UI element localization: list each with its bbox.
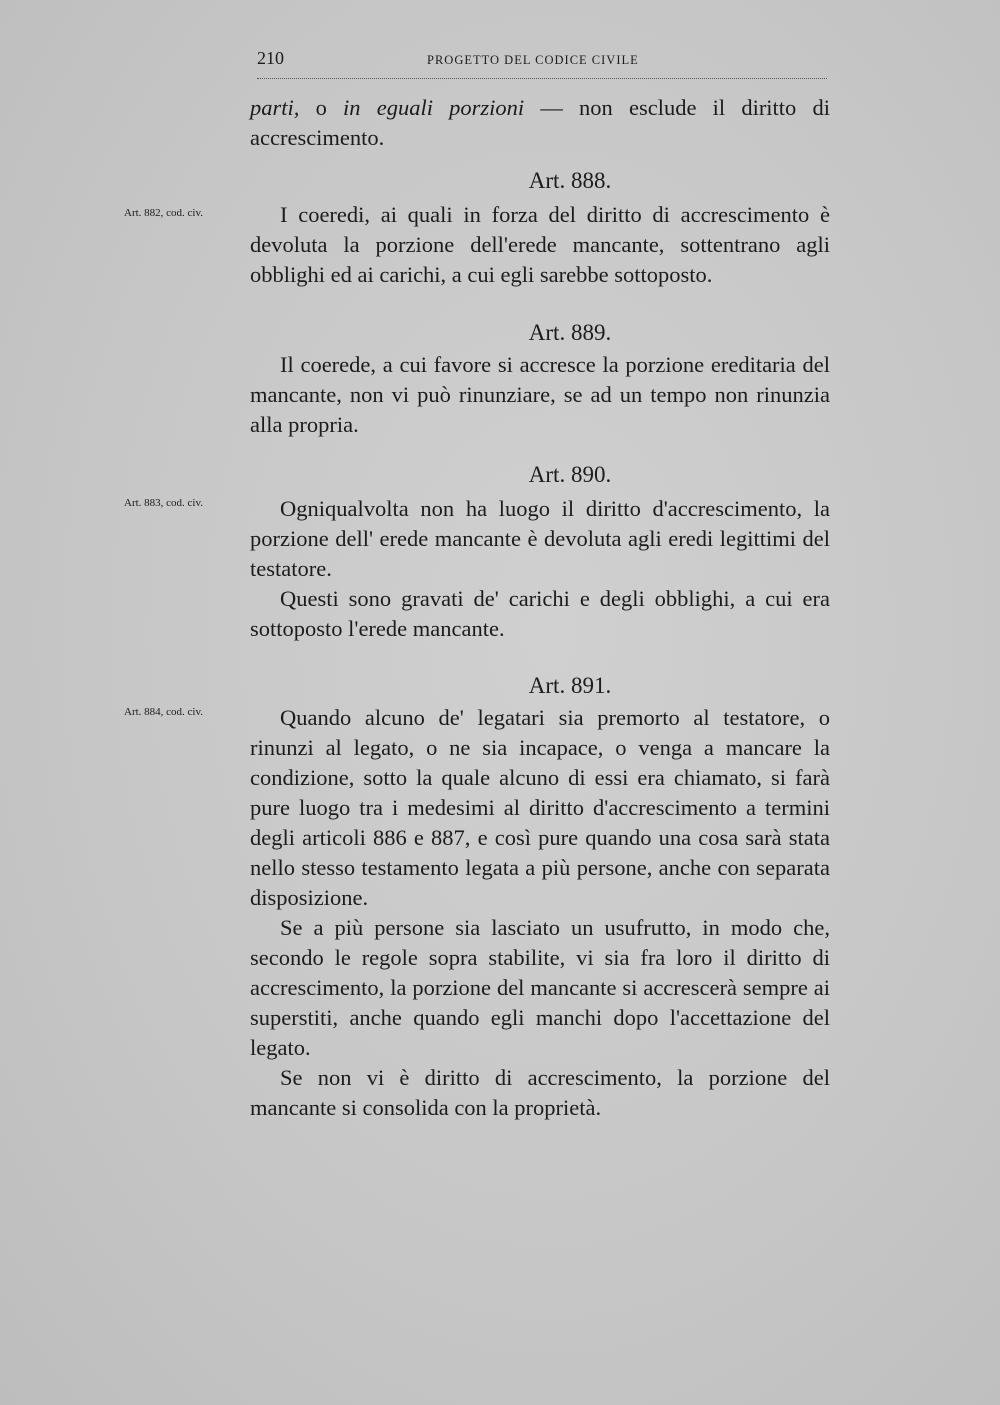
- article-889-paragraph-1: Il coerede, a cui favore si accresce la porzione ereditaria del mancante, non vi può rinunziare, se ad un tempo non rinunzia alla propria.: [250, 352, 830, 437]
- article-890-paragraph-1: Ogniqualvolta non ha luogo il diritto d'accrescimento, la porzione dell' erede mancante è devoluta agli eredi legittimi del testatore.: [250, 496, 830, 581]
- article-heading-889: Art. 889.: [528, 320, 612, 345]
- article-890-paragraph-2: Questi sono gravati de' carichi e degli obblighi, a cui era sottoposto l'erede mancante.: [250, 586, 830, 641]
- article-heading-890: Art. 890.: [528, 462, 612, 487]
- margin-note-890: Art. 883, cod. civ.: [124, 497, 204, 509]
- page-number: 210: [257, 48, 284, 68]
- article-body-889: [250, 350, 830, 440]
- running-title: PROGETTO DEL CODICE CIVILE: [427, 53, 639, 67]
- article-body-891: [250, 703, 830, 1123]
- article-heading-891: Art. 891.: [528, 673, 612, 698]
- page-header: [257, 48, 827, 79]
- intro-italic-1: parti,: [250, 95, 300, 120]
- intro-text-1: o: [299, 95, 344, 120]
- article-891-paragraph-1: Quando alcuno de' legatari sia premorto al testatore, o rinunzi al legato, o ne sia incapace, o venga a mancare la condizione, sotto la quale alcuno di essi era chiamato, si farà pure luogo tra i medesimi al diritto d'accrescimento a termini degli articoli 886 e 887, e così pure quando una cosa sarà stata nello stesso testamento legata a più persone, anche con separata disposizione.: [250, 705, 830, 910]
- margin-note-891: Art. 884, cod. civ.: [124, 706, 204, 718]
- article-891-paragraph-3: Se non vi è diritto di accrescimento, la porzione del mancante si consolida con la proprietà.: [250, 1065, 830, 1120]
- article-891-paragraph-2: Se a più persone sia lasciato un usufrutto, in modo che, secondo le regole sopra stabilite, vi sia fra loro il diritto di accrescimento, la porzione del mancante si accrescerà sempre ai superstiti, anche quando egli manchi dopo l'accettazione del legato.: [250, 915, 830, 1060]
- margin-note-888: Art. 882, cod. civ.: [124, 207, 204, 219]
- intro-paragraph: [250, 93, 830, 153]
- article-body-890: [250, 494, 830, 644]
- article-heading-888: Art. 888.: [528, 168, 612, 193]
- intro-text-2: — non esclude il diritto di accrescimento.: [250, 95, 830, 150]
- intro-italic-2: in eguali porzioni: [343, 95, 525, 120]
- article-body-888: [250, 200, 830, 290]
- article-888-paragraph-1: I coeredi, ai quali in forza del diritto di accrescimento è devoluta la porzione dell'erede mancante, sottentrano agli obblighi ed ai carichi, a cui egli sarebbe sottoposto.: [250, 202, 830, 287]
